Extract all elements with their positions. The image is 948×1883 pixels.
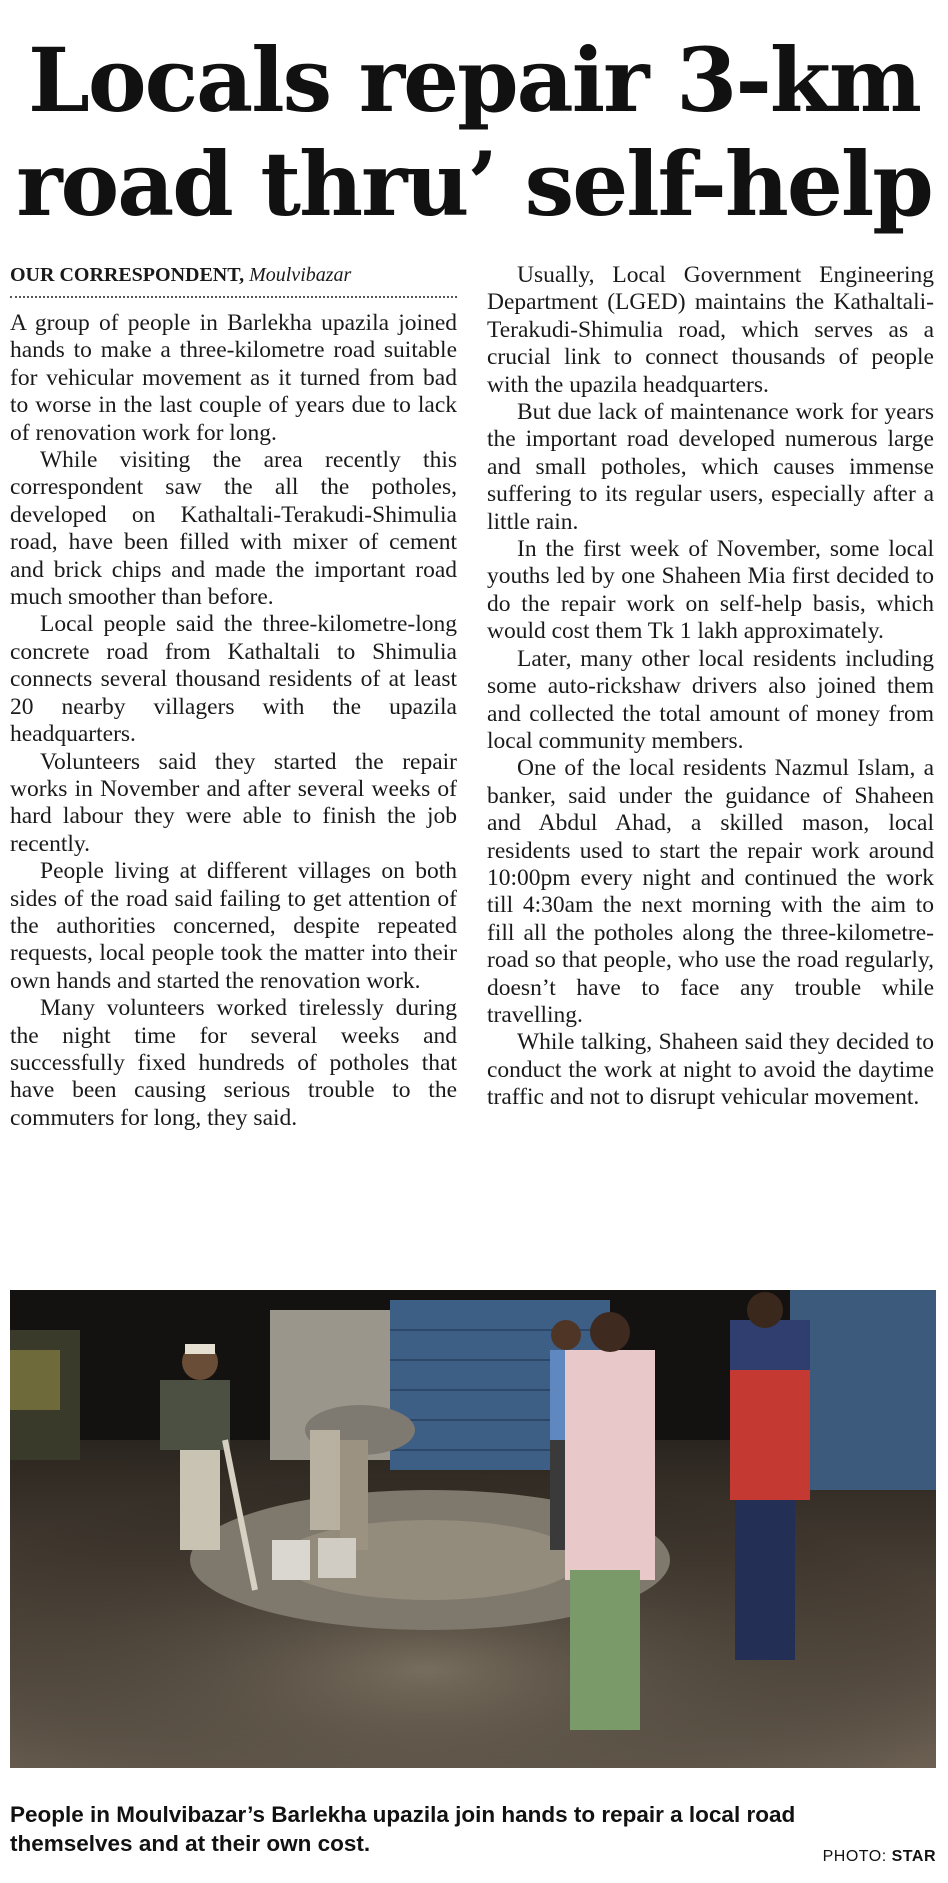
paragraph: But due lack of maintenance work for years the important road developed numerous large and small potholes, which causes immense suffering to its regular users, especially after a little rain.: [487, 399, 934, 535]
photo-credit-source: STAR: [891, 1848, 936, 1865]
paragraph: Later, many other local residents including some auto-rickshaw drivers also joined them and collected the total amount of money from local community members.: [487, 645, 934, 754]
headline-line-2: road thru’ self-help: [16, 132, 932, 236]
paragraph: Many volunteers worked tirelessly during the night time for several weeks and successfully fixed hundreds of potholes that have been causing serious trouble to the commuters for long, they said.: [10, 995, 457, 1131]
article-column-right: [487, 262, 934, 1112]
byline-location: Moulvibazar: [249, 264, 352, 286]
paragraph: A group of people in Barlekha upazila joined hands to make a three-kilometre road suitable for vehicular movement as it turned from bad to worse in the last couple of years due to lack of renovation work for long.: [10, 310, 457, 446]
paragraph: While visiting the area recently this correspondent saw the all the potholes, developed on Kathaltali-Terakudi-Shimulia road, have been filled with mixer of cement and brick chips and made the important road much smoother than before.: [10, 447, 457, 611]
paragraph: Local people said the three-kilometre-long concrete road from Kathaltali to Shimulia connects several thousand residents of at least 20 nearby villagers with the upazila headquarters.: [10, 611, 457, 748]
night-road-repair-photo: [10, 1290, 936, 1768]
paragraph: Usually, Local Government Engineering Department (LGED) maintains the Kathaltali-Terakudi-Shimulia road, which serves as a crucial link to connect thousands of people with the upazila headquarters.: [487, 262, 934, 398]
photo-credit-label: PHOTO:: [822, 1848, 887, 1865]
news-photo: [10, 1290, 936, 1768]
byline: [10, 262, 457, 298]
paragraph: One of the local residents Nazmul Islam, a banker, said under the guidance of Shaheen and Abdul Ahad, a skilled mason, local residents used to start the repair work around 10:00pm every night and continued the work till 4:30am the next morning with the aim to fill all the potholes along the three-kilometre-road so that people, who use the road regularly, doesn’t have to face any trouble while travelling.: [487, 755, 934, 1028]
headline-line-1: Locals repair 3-km: [28, 28, 920, 132]
article-column-left: [10, 262, 457, 1132]
paragraph: In the first week of November, some local youths led by one Shaheen Mia first decided to do the repair work on self-help basis, which would cost them Tk 1 lakh approximately.: [487, 536, 934, 645]
paragraph: While talking, Shaheen said they decided to conduct the work at night to avoid the daytime traffic and not to disrupt vehicular movement.: [487, 1029, 934, 1111]
photo-caption: People in Moulvibazar’s Barlekha upazila join hands to repair a local road themselves and at their own cost.: [10, 1802, 796, 1856]
byline-author: OUR CORRESPONDENT,: [10, 264, 245, 286]
paragraph: Volunteers said they started the repair works in November and after several weeks of hard labour they were able to finish the job recently.: [10, 748, 457, 857]
paragraph: People living at different villages on both sides of the road said failing to get attention of the authorities concerned, despite repeated requests, local people took the matter into their own hands and started the renovation work.: [10, 858, 457, 994]
headline: [0, 28, 948, 236]
photo-credit: [823, 1848, 936, 1866]
